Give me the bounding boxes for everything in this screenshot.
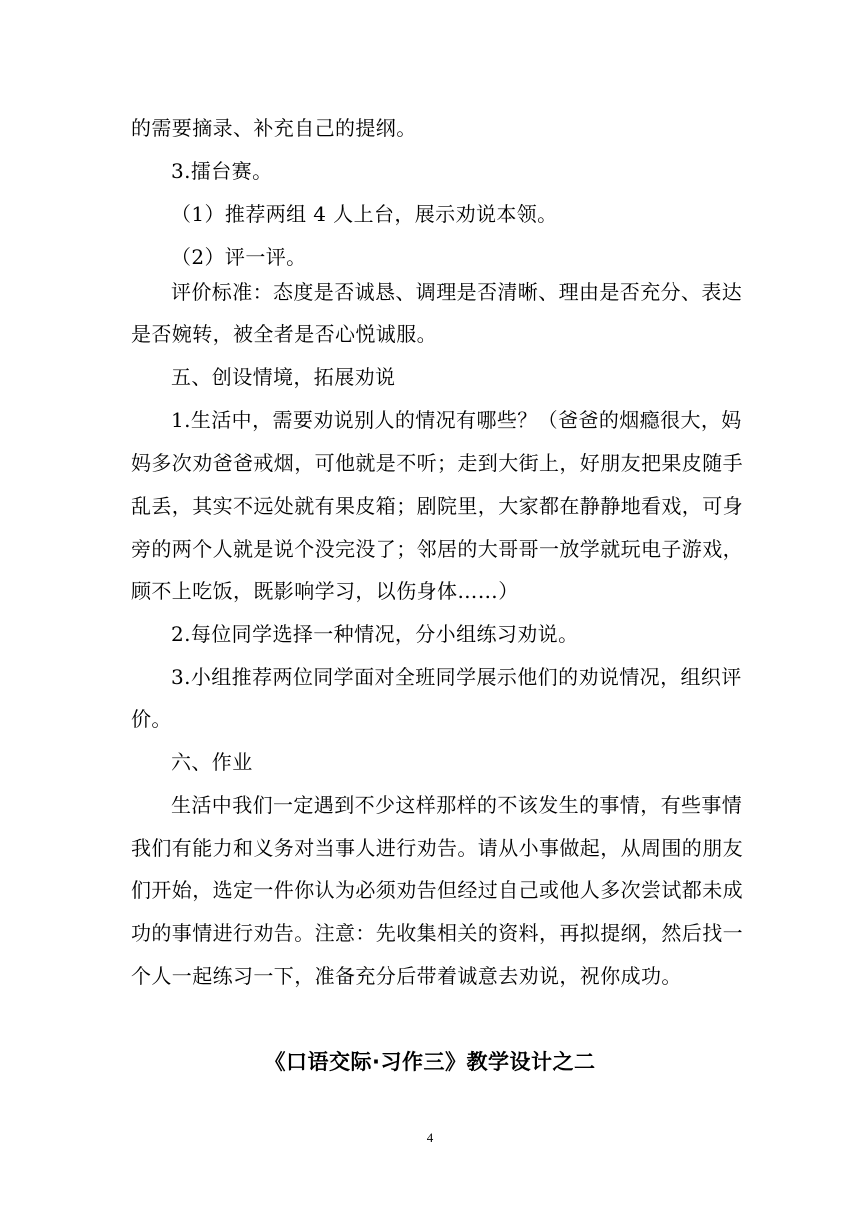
text-line: 2.每位同学选择一种情况，分小组练习劝说。 (171, 622, 579, 646)
text-line: 功的事情进行劝告。注意：先收集相关的资料，再拟提纲，然后找一 (131, 921, 743, 945)
text-line: （1）推荐两组 4 人上台，展示劝说本领。 (171, 202, 558, 226)
text-line: 价。 (131, 707, 172, 731)
text-line: 顾不上吃饭，既影响学习，以伤身体……） (131, 579, 519, 603)
text-line: 评价标准：态度是否诚恳、调理是否清晰、理由是否充分、表达 (171, 280, 743, 304)
text-line: 我们有能力和义务对当事人进行劝告。请从小事做起，从周围的朋友 (131, 836, 743, 860)
text-line: 3.擂台赛。 (171, 159, 273, 183)
page-number: 4 (426, 1130, 434, 1145)
text-line: （2）评一评。 (171, 245, 307, 269)
text-line: 们开始，选定一件你认为必须劝告但经过自己或他人多次尝试都未成 (131, 878, 743, 902)
text-line: 是否婉转，被全者是否心悦诚服。 (131, 322, 437, 346)
section-title: 《口语交际·习作三》教学设计之二 (264, 1050, 596, 1074)
text-line: 乱丢，其实不远处就有果皮箱；剧院里，大家都在静静地看戏，可身 (131, 494, 743, 518)
text-line: 妈多次劝爸爸戒烟，可他就是不听；走到大街上，好朋友把果皮随手 (131, 451, 743, 475)
text-line: 生活中我们一定遇到不少这样那样的不该发生的事情，有些事情 (171, 793, 743, 817)
text-line: 旁的两个人就是说个没完没了；邻居的大哥哥一放学就玩电子游戏， (131, 537, 743, 561)
text-line: 1.生活中，需要劝说别人的情况有哪些？（爸爸的烟瘾很大，妈 (171, 408, 742, 432)
text-line: 的需要摘录、补充自己的提纲。 (131, 116, 417, 140)
text-line: 个人一起练习一下，准备充分后带着诚意去劝说，祝你成功。 (131, 964, 682, 988)
text-line: 五、创设情境，拓展劝说 (171, 365, 396, 389)
text-line: 3.小组推荐两位同学面对全班同学展示他们的劝说情况，组织评 (171, 665, 742, 689)
text-line: 六、作业 (171, 750, 253, 774)
